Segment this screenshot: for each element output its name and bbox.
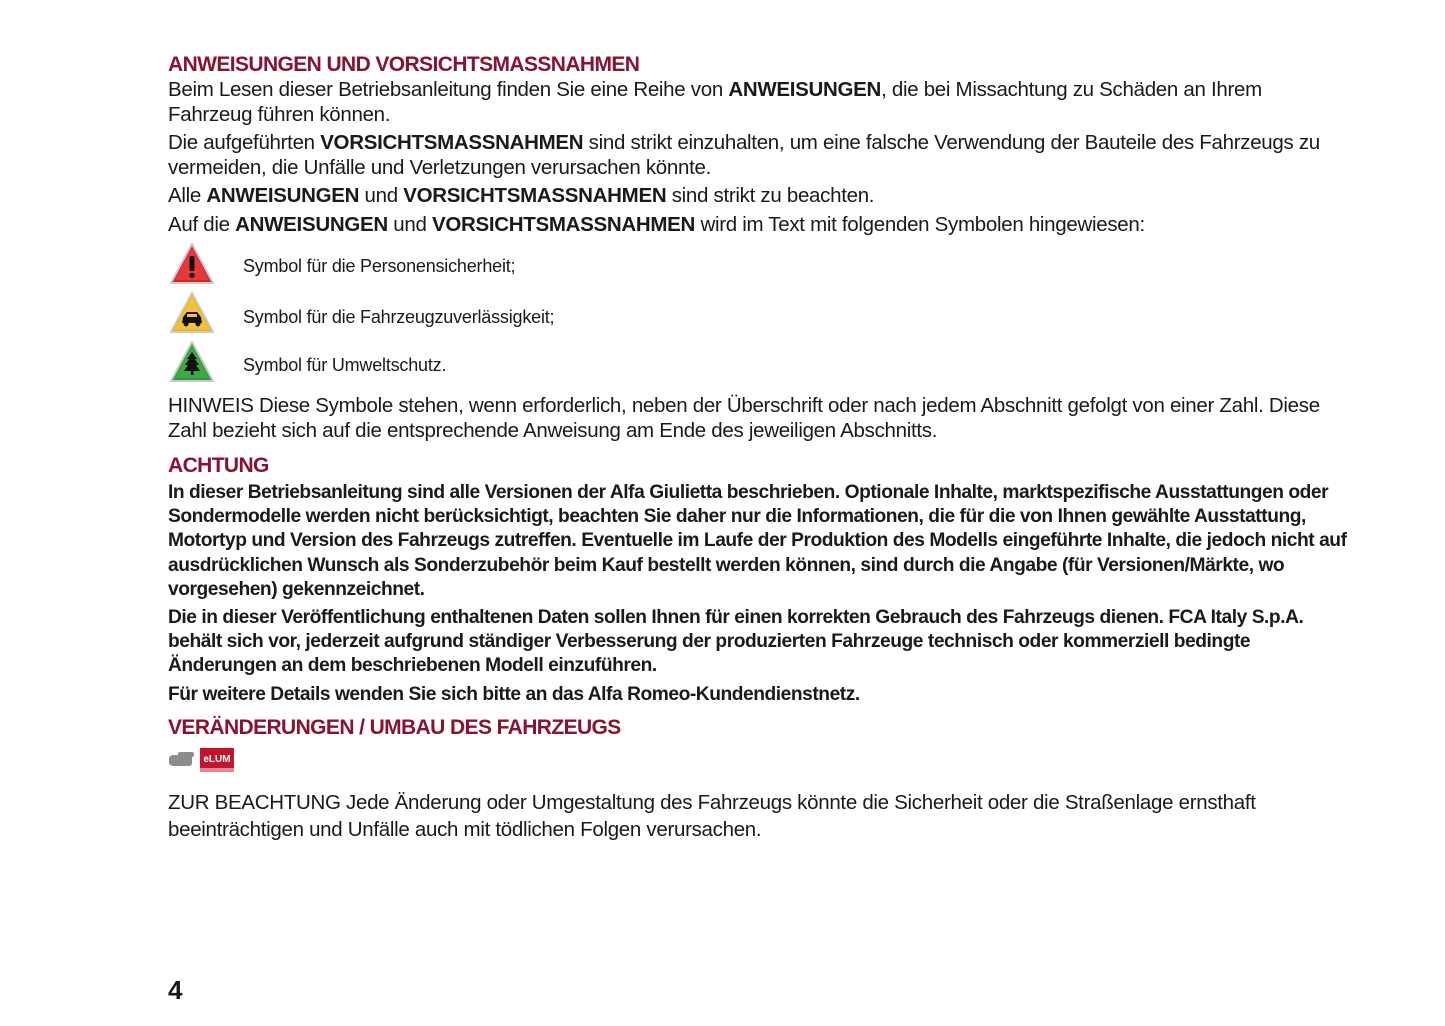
hint-note: HINWEIS Diese Symbole stehen, wenn erforderlich, neben der Überschrift oder nach jedem Abschnitt gefolgt von einer Zahl. Diese Zahl bezieht sich auf die entsprechende Anweisung am Ende des jeweiligen Abschnitts.: [168, 394, 1320, 442]
environment-protection-icon: [168, 339, 216, 385]
symbol-label-personal-safety: Symbol für die Personensicherheit;: [243, 256, 516, 276]
symbol-item-environment: [168, 339, 1348, 388]
intro-paragraph-4: Auf die ANWEISUNGEN und VORSICHTSMASSNAHMEN wird im Text mit folgenden Symbolen hingewiesen:: [168, 212, 1145, 236]
intro-paragraph-2: Die aufgeführten VORSICHTSMASSNAHMEN sind strikt einzuhalten, um eine falsche Verwendung der Bauteile des Fahrzeugs zu vermeiden, die Unfälle und Verletzungen verursachen könnte.: [168, 131, 1320, 179]
caution-note: ZUR BEACHTUNG Jede Änderung oder Umgestaltung des Fahrzeugs könnte die Sicherheit oder die Straßenlage ernsthaft beeinträchtigen und Unfälle auch mit tödlichen Folgen verursachen.: [168, 790, 1256, 841]
section-heading-instructions: ANWEISUNGEN UND VORSICHTSMASSNAHMEN: [168, 53, 640, 76]
attention-paragraph-3: Für weitere Details wenden Sie sich bitte an das Alfa Romeo-Kundendienstnetz.: [168, 683, 860, 705]
section-heading-attention: ACHTUNG: [168, 454, 269, 477]
symbol-label-environment: Symbol für Umweltschutz.: [243, 355, 447, 375]
symbol-list: [168, 241, 1348, 388]
elum-reference: [168, 741, 1348, 787]
symbol-item-personal-safety: [168, 241, 1348, 290]
section-heading-modifications: VERÄNDERUNGEN / UMBAU DES FAHRZEUGS: [168, 715, 621, 739]
page-number: 4: [168, 975, 183, 1005]
symbol-item-vehicle-reliability: [168, 290, 1348, 339]
attention-paragraph-2: Die in dieser Veröffentlichung enthaltenen Daten sollen Ihnen für einen korrekten Gebrauch des Fahrzeugs dienen. FCA Italy S.p.A. behält sich vor, jederzeit aufgrund ständiger Verbesserung der produzierten Fahrzeuge technisch oder kommerziell bedingte Änderungen an dem beschriebenen Modell einzuführen.: [168, 607, 1304, 677]
elum-label: eLUM: [203, 753, 231, 765]
page-content: [168, 52, 1348, 847]
personal-safety-warning-icon: [168, 241, 216, 287]
pointing-hand-elum-icon: [168, 747, 236, 775]
attention-paragraph-1: In dieser Betriebsanleitung sind alle Versionen der Alfa Giulietta beschrieben. Optionale Inhalte, marktspezifische Ausstattungen oder Sondermodelle werden nicht berücksichtigt, beachten Sie daher nur die Informationen, die für die von Ihnen gewählte Ausstattung, Motortyp und Version des Fahrzeugs zutreffen. Eventuelle im Laufe der Produktion des Modells eingeführte Inhalte, die jedoch nicht auf ausdrücklichen Wunsch als Sonderzubehör beim Kauf bestellt werden können, sind durch die Angabe (für Versionen/Märkte, wo vorgesehen) gekennzeichnet.: [168, 482, 1347, 600]
symbol-label-vehicle-reliability: Symbol für die Fahrzeugzuverlässigkeit;: [243, 307, 555, 327]
vehicle-reliability-warning-icon: [168, 290, 216, 336]
intro-paragraph-3: Alle ANWEISUNGEN und VORSICHTSMASSNAHMEN sind strikt zu beachten.: [168, 184, 875, 207]
intro-paragraph-1: Beim Lesen dieser Betriebsanleitung finden Sie eine Reihe von ANWEISUNGEN, die bei Missachtung zu Schäden an Ihrem Fahrzeug führen können.: [168, 78, 1262, 126]
